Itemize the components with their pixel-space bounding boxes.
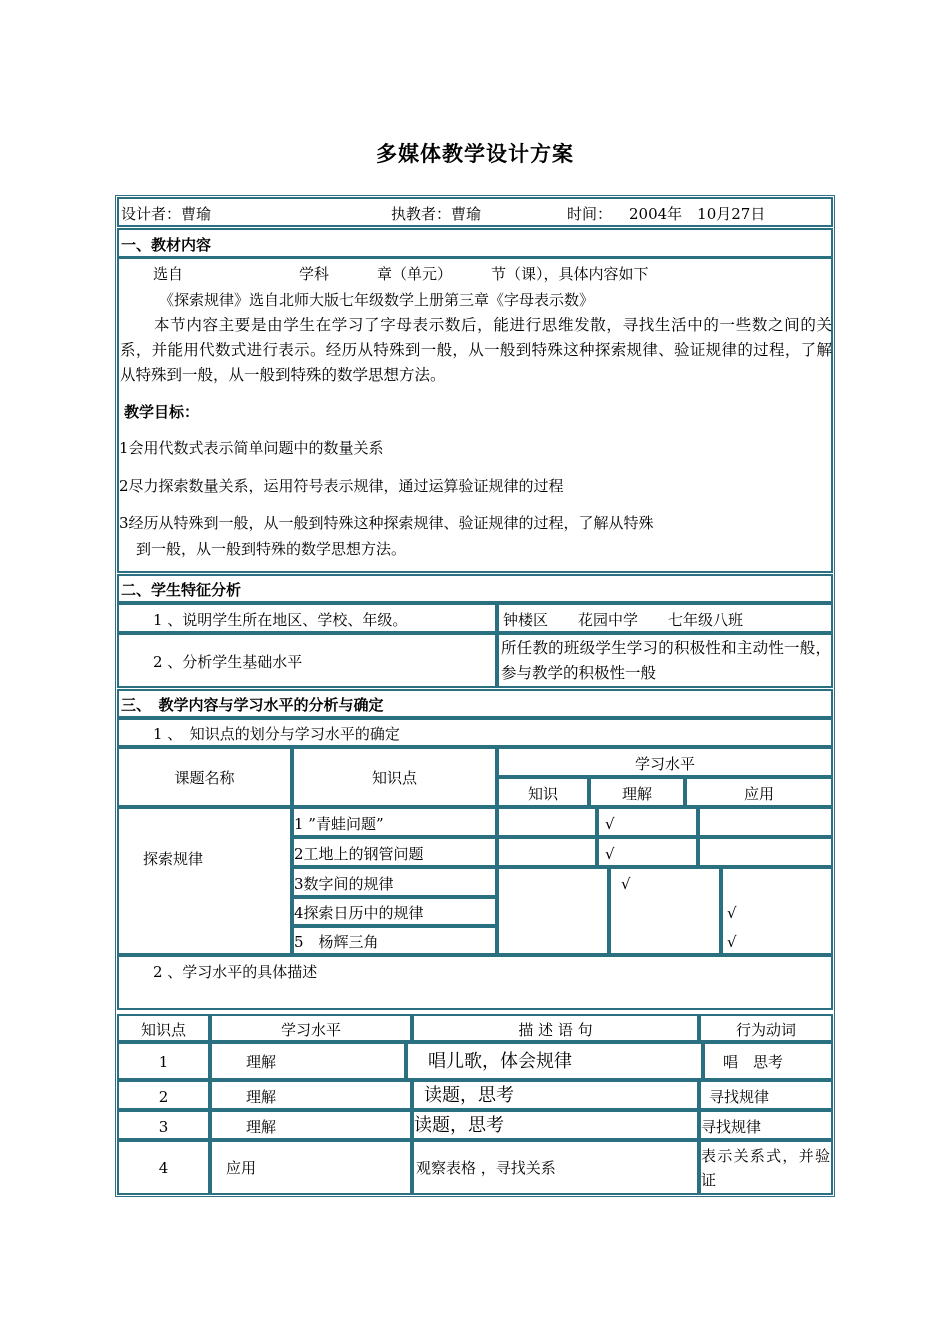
t2-h-verb-text: 行为动词 <box>735 1021 796 1039</box>
t1-r1-check: √ <box>605 815 615 833</box>
t1-topic-cell <box>117 807 292 955</box>
t1-sub-apply-text: 应用 <box>743 785 774 803</box>
t2-r3-verb-text: 寻找规律 <box>701 1118 762 1136</box>
t1-r2-understand <box>597 837 698 867</box>
t2-r2-verb-text: 寻找规律 <box>709 1088 770 1106</box>
t2-r3-no <box>117 1110 210 1140</box>
t2-h-level-text: 学习水平 <box>280 1021 341 1039</box>
select-a: 选自 <box>153 265 184 283</box>
t2-r4-verb-text: 表示关系式，并验证 <box>701 1147 831 1189</box>
select-d: 节（课），具体内容如下 <box>491 265 649 283</box>
t1-col-level <box>497 747 833 777</box>
section1-heading-row <box>117 228 833 258</box>
t1-r3-apply <box>721 867 833 955</box>
t1-col-topic-text: 课题名称 <box>174 769 235 787</box>
t1-r1-knowledge <box>497 807 597 837</box>
date: 2004年 10月27日 <box>629 205 766 223</box>
t1-point-4 <box>292 897 497 926</box>
t2-r4-level <box>210 1140 412 1195</box>
goals-heading: 教学目标： <box>124 403 200 421</box>
student-row-2-label-text: 2 、分析学生基础水平 <box>153 653 303 671</box>
student-row-1-label-text: 1 、说明学生所在地区、学校、年级。 <box>153 611 408 629</box>
t1-point-2-text: 2工地上的钢管问题 <box>294 845 424 863</box>
student-row-1-value-text: 钟楼区 花园中学 七年级八班 <box>503 611 744 629</box>
t2-r3-desc-text: 读题，思考 <box>414 1115 504 1136</box>
section3-sub2: 2 、学习水平的具体描述 <box>153 963 318 981</box>
student-row-1-label <box>117 603 497 633</box>
t2-r1-desc-text: 唱儿歌，体会规律 <box>428 1051 572 1072</box>
t2-r1-level <box>210 1042 406 1080</box>
teacher: 执教者：曹瑜 <box>391 205 482 223</box>
t2-r3-level <box>210 1110 412 1140</box>
t2-r3-no-text: 3 <box>158 1118 169 1136</box>
t1-point-2 <box>292 837 497 867</box>
t1-col-topic <box>117 747 292 807</box>
section3-heading: 三、 教学内容与学习水平的分析与确定 <box>121 696 384 714</box>
t1-r4-check: √ <box>727 904 737 922</box>
t1-point-1-text: 1 ”青蛙问题” <box>294 815 384 833</box>
t1-point-4-text: 4探索日历中的规律 <box>294 904 424 922</box>
t2-r1-verb <box>703 1042 833 1080</box>
section3-sub1: 1 、 知识点的划分与学习水平的确定 <box>153 725 400 743</box>
t2-r1-no-text: 1 <box>158 1053 169 1071</box>
t1-col-point-text: 知识点 <box>371 769 417 787</box>
t1-point-1 <box>292 807 497 837</box>
t1-r2-apply <box>698 837 833 867</box>
t1-point-3 <box>292 867 497 897</box>
designer: 设计者：曹瑜 <box>121 205 212 223</box>
t1-r2-check: √ <box>605 845 615 863</box>
select-b: 学科 <box>299 265 330 283</box>
section2-heading: 二、学生特征分析 <box>121 581 242 599</box>
t2-r4-desc <box>412 1140 699 1195</box>
t2-r4-verb <box>699 1140 833 1195</box>
t2-r2-level-text: 理解 <box>246 1088 277 1106</box>
student-row-2-value <box>497 633 833 688</box>
section2-heading-row <box>117 574 833 603</box>
section3-sub2-row <box>117 955 833 1010</box>
t1-sub-understand <box>589 777 685 807</box>
t1-topic-text: 探索规律 <box>143 850 204 868</box>
t1-r3-knowledge <box>497 867 609 955</box>
t2-r1-level-text: 理解 <box>246 1053 277 1071</box>
section3-heading-row <box>117 689 833 718</box>
t1-r3-check: √ <box>621 875 631 893</box>
t2-r2-no <box>117 1080 210 1110</box>
t2-h-desc-text: 描 述 语 句 <box>518 1021 593 1039</box>
t2-h-desc <box>412 1014 699 1042</box>
t2-r4-no-text: 4 <box>158 1159 169 1177</box>
section3-sub1-row <box>117 718 833 747</box>
t2-h-point-text: 知识点 <box>140 1021 186 1039</box>
t1-r3-understand <box>609 867 721 955</box>
header-row <box>117 197 833 227</box>
t2-r1-no <box>117 1042 210 1080</box>
t2-r3-desc <box>412 1110 699 1140</box>
t2-r2-no-text: 2 <box>158 1088 169 1106</box>
t2-h-point <box>117 1014 210 1042</box>
t1-point-5-text: 5 杨辉三角 <box>294 933 379 951</box>
t2-r4-level-text: 应用 <box>226 1159 257 1177</box>
t1-sub-apply <box>685 777 833 807</box>
t2-r4-desc-text: 观察表格 ，寻找关系 <box>416 1159 556 1177</box>
goal-3: 3经历从特殊到一般，从一般到特殊这种探索规律、验证规律的过程，了解从特殊 <box>119 514 654 532</box>
t1-point-3-text: 3数字间的规律 <box>294 875 394 893</box>
t2-h-level <box>210 1014 412 1042</box>
t2-r2-desc <box>412 1080 699 1110</box>
t1-sub-understand-text: 理解 <box>621 785 652 803</box>
t1-col-point <box>292 747 497 807</box>
t2-r3-verb <box>699 1110 833 1140</box>
student-row-2-label <box>117 633 497 688</box>
page-title: 多媒体教学设计方案 <box>376 141 574 166</box>
t2-r2-verb <box>699 1080 833 1110</box>
t2-r4-no <box>117 1140 210 1195</box>
goal-1: 1会用代数式表示简单问题中的数量关系 <box>119 439 384 457</box>
t1-point-5 <box>292 926 497 955</box>
select-c: 章（单元） <box>377 265 453 283</box>
time-label: 时间： <box>567 205 613 223</box>
t1-sub-knowledge-text: 知识 <box>527 785 558 803</box>
t1-r2-knowledge <box>497 837 597 867</box>
student-row-2-value-text: 所任教的班级学生学习的积极性和主动性一般，参与教学的积极性一般 <box>501 639 831 682</box>
t2-r3-level-text: 理解 <box>246 1118 277 1136</box>
student-row-1-value <box>497 603 833 633</box>
t1-col-level-text: 学习水平 <box>634 755 695 773</box>
source-line: 《探索规律》选自北师大版七年级数学上册第三章《字母表示数》 <box>159 291 595 309</box>
content-paragraph: 本节内容主要是由学生在学习了字母表示数后，能进行思维发散，寻找生活中的一些数之间的关系，并能用代数式进行表示。经历从特殊到一般，从一般到特殊这种探索规律、验证规律的过程，了解从特殊到一般，从一般到特殊的数学思想方法。 <box>120 316 832 384</box>
t1-r1-understand <box>597 807 698 837</box>
goal-2: 2尽力探索数量关系，运用符号表示规律，通过运算验证规律的过程 <box>119 477 564 495</box>
section1-body <box>117 257 833 573</box>
t2-r1-desc <box>406 1042 703 1080</box>
section1-heading: 一、教材内容 <box>121 236 212 254</box>
t2-h-verb <box>699 1014 833 1042</box>
t2-r2-desc-text: 读题，思考 <box>424 1085 514 1106</box>
t2-r2-level <box>210 1080 412 1110</box>
t1-r5-check: √ <box>727 933 737 951</box>
t1-r1-apply <box>698 807 833 837</box>
goal-3-cont: 到一般，从一般到特殊的数学思想方法。 <box>136 540 407 558</box>
t2-r1-verb-text: 唱 思考 <box>723 1053 784 1071</box>
t1-sub-knowledge <box>497 777 589 807</box>
